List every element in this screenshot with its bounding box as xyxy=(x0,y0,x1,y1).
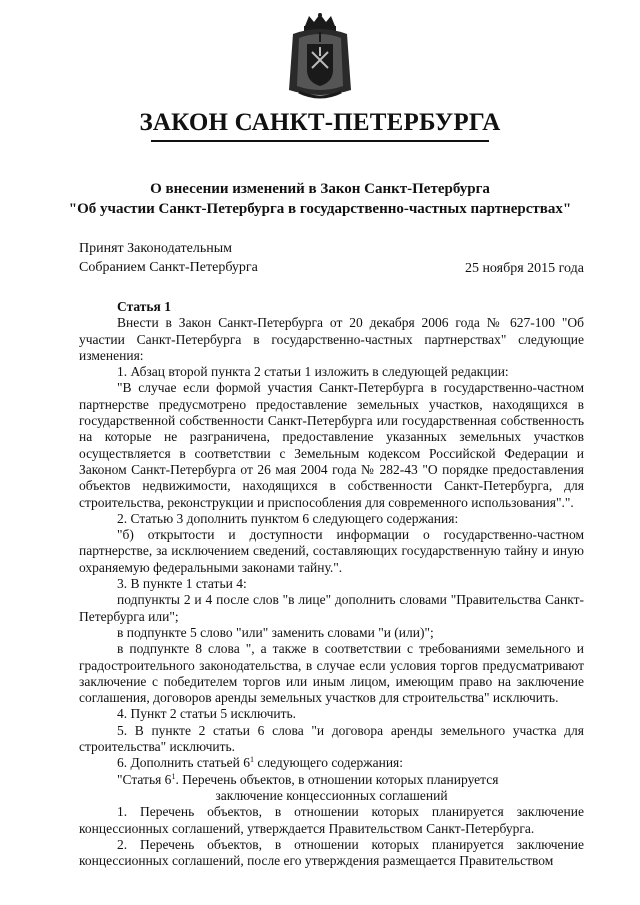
paragraph-6: 6. Дополнить статьей $6^1$ следующего содержания: xyxy=(117,755,404,771)
paragraph: 4. Пункт 2 статьи 5 исключить. xyxy=(117,706,297,722)
new-article-title-line-2: заключение концессионных соглашений xyxy=(215,787,448,803)
paragraph: в подпункте 5 слово "или" заменить словами "и (или)"; xyxy=(117,624,434,640)
adoption-line-2: Собранием Санкт-Петербурга xyxy=(79,260,258,275)
paragraph: 3. В пункте 1 статьи 4: xyxy=(117,576,247,592)
adoption-date: 25 ноября 2015 года xyxy=(464,261,584,276)
article-heading: Статья 1 xyxy=(117,299,171,314)
adoption-line-1: Принят Законодательным xyxy=(79,241,232,256)
paragraph: "В случае если формой участия Санкт-Петербурга в государственно-частном партнерстве предусмотрено предоставление земельных участков, находящихся в государственной собственности Санкт-Петербурга или государственная собственность на которые не разграничена, предоставление указанных земельных участков осуществляется в соответствии с Земельным кодексом Российской Федерации и Законом Санкт-Петербурга от 26 мая 2004 года № 282-43 "О порядке предоставления объектов недвижимости, находящихся в собственности Санкт-Петербурга, для строительства, реконструкции и приспособления для современного использования".". xyxy=(79,380,584,510)
new-article-item-1: 1. Перечень объектов, в отношении которых планируется заключение концессионных соглашений, утверждается Правительством Санкт-Петербурга. xyxy=(79,804,584,836)
coat-of-arms-icon xyxy=(285,12,355,102)
paragraph: 5. В пункте 2 статьи 6 слова "и договора аренды земельного участка для строительства" исключить. xyxy=(79,722,584,755)
paragraph: подпункты 2 и 4 после слов "в лице" дополнить словами "Правительства Санкт-Петербурга или"; xyxy=(79,592,584,624)
new-article-item-2: 2. Перечень объектов, в отношении которых планируется заключение концессионных соглашений, после его утверждения размещается Правительством xyxy=(79,836,584,869)
new-article-title: "Статья $6^1$. Перечень объектов, в отношении которых планируется xyxy=(117,771,499,787)
paragraph: 2. Статью 3 дополнить пунктом 6 следующего содержания: xyxy=(117,510,459,526)
subtitle-line-1: О внесении изменений в Закон Санкт-Петербурга xyxy=(150,181,490,197)
paragraph: 1. Абзац второй пункта 2 статьи 1 изложить в следующей редакции: xyxy=(117,364,509,380)
law-title: ЗАКОН САНКТ-ПЕТЕРБУРГА xyxy=(139,109,501,136)
document-body xyxy=(79,299,584,869)
subtitle-line-2: "Об участии Санкт-Петербурга в государственно-частных партнерствах" xyxy=(68,201,572,217)
paragraph: в подпункте 8 слова ", а также в соответствии с требованиями земельного и градостроительного законодательства, в случае если условия торгов предусматривают заключение с победителем торгов или иным лицом, имеющим право на заключение соглашения, договоров аренды земельных участков для строительства" исключить. xyxy=(79,641,584,706)
law-subtitle xyxy=(0,179,640,219)
adoption-block xyxy=(79,239,258,277)
title-underline xyxy=(151,140,489,142)
paragraph: "б) открытости и доступности информации о государственно-частном партнерстве, за исключением сведений, составляющих государственную тайну и иную охраняемую федеральными законами тайну.". xyxy=(79,527,584,575)
paragraph: Внести в Закон Санкт-Петербурга от 20 декабря 2006 года № 627-100 "Об участии Санкт-Петербурга в государственно-частных партнерствах" следующие изменения: xyxy=(79,315,584,363)
